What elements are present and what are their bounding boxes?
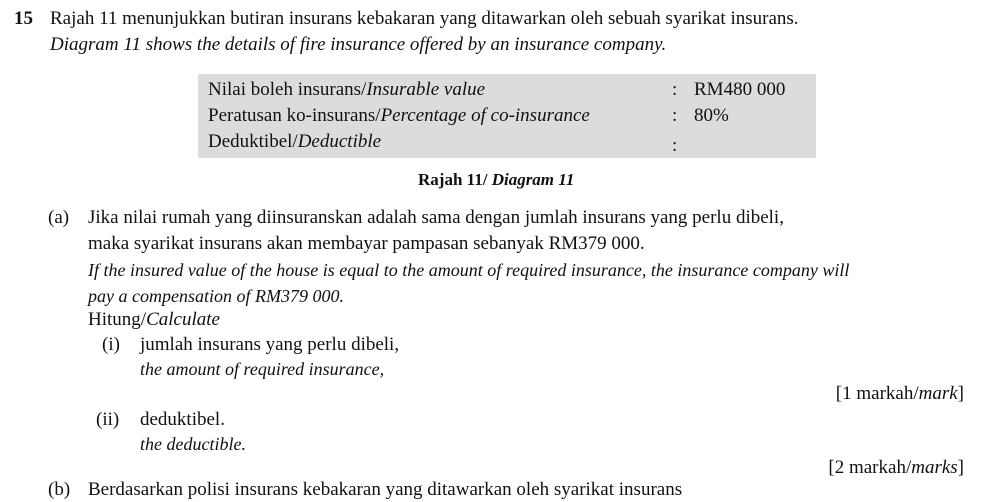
sub-i-label: (i) [102, 334, 120, 355]
diagram-caption: Rajah 11/ Diagram 11 [418, 170, 575, 189]
table-row-deductible: Deduktibel/Deductible [208, 131, 382, 152]
sub-i-marks: [1 markah/mark] [835, 383, 964, 404]
part-a-line2-ms: maka syarikat insurans akan membayar pampasan sebanyak RM379 000. [88, 233, 645, 254]
part-a-label: (a) [48, 207, 70, 228]
question-stem-en: Diagram 11 shows the details of fire insurance offered by an insurance company. [50, 34, 667, 55]
table-row-co-insurance: Peratusan ko-insurans/Percentage of co-insurance [208, 105, 590, 126]
sub-i-ms: jumlah insurans yang perlu dibeli, [140, 334, 400, 355]
part-a-line1-en: If the insured value of the house is equal to the amount of required insurance, the insurance company will [88, 260, 850, 280]
calculate-instruction: Hitung/Calculate [88, 309, 220, 330]
sub-ii-marks: [2 markah/marks] [828, 457, 964, 478]
insurance-details-table: Nilai boleh insurans/Insurable value : RM480 000 Peratusan ko-insurans/Percentage of co-insurance : 80% Deduktibel/Deductible : [198, 74, 816, 158]
part-a-line1-ms: Jika nilai rumah yang diinsuranskan adalah sama dengan jumlah insurans yang perlu dibeli, [88, 207, 784, 228]
part-a-line2-en: pay a compensation of RM379 000. [88, 286, 344, 306]
part-b-cut-line: (b) Berdasarkan polisi insurans kebakaran yang ditawarkan oleh syarikat insurans [48, 479, 683, 500]
sub-ii-label: (ii) [96, 409, 120, 430]
sub-ii-ms: deduktibel. [140, 409, 225, 430]
sub-ii-en: the deductible. [140, 434, 246, 454]
co-insurance-value: 80% [694, 105, 729, 126]
table-row-insurable-value: Nilai boleh insurans/Insurable value [208, 79, 486, 100]
insurable-value: RM480 000 [694, 79, 786, 100]
question-number: 15 [14, 8, 33, 29]
sub-i-en: the amount of required insurance, [140, 359, 385, 379]
question-stem-ms: Rajah 11 menunjukkan butiran insurans kebakaran yang ditawarkan oleh sebuah syarikat insurans. [50, 8, 799, 29]
